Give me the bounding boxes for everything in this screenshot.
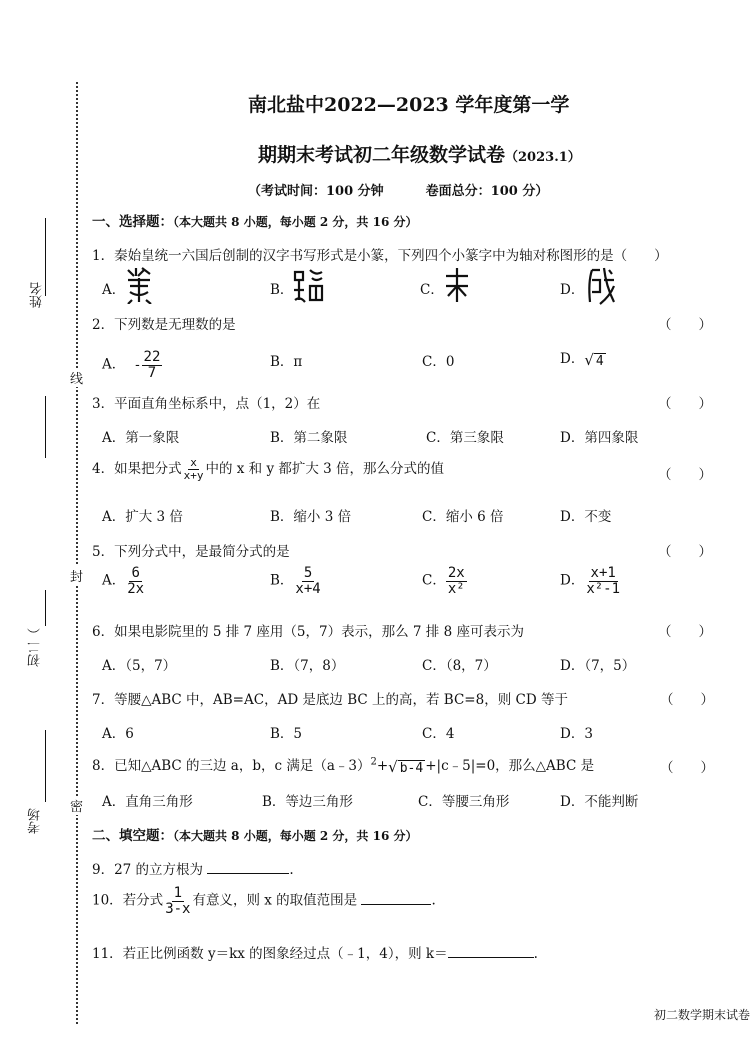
room-label: 考场 [28,808,43,834]
q6-option-d: D．（7，5） [560,658,636,674]
q5-option-a: A． $\frac{6}{2x}$ [102,565,145,597]
q8-option-c: C．等腰三角形 [418,794,510,810]
q3-answer-paren: （ ） [658,396,712,412]
q8-stem: 8．已知△ABC 的三边 a，b，c 满足（a﹣3）$^2$+√ b-4 +|c﹣5|=0，那么△ABC 是 [92,756,595,776]
seal-glyph-a-icon [124,266,154,304]
q2-option-c: C．0 [422,354,455,370]
q1-option-c: C． [420,282,444,298]
seal-glyph-c-icon [442,266,472,304]
q8-option-a: A．直角三角形 [102,794,193,810]
q4-option-a: A．扩大 3 倍 [102,509,183,525]
q5-option-c: C． $\frac{2x}{\text{x²}}$ [422,565,465,597]
class-label: 初二（ [28,628,43,667]
q7-option-b: B．5 [270,726,303,742]
q6-stem: 6．如果电影院里的 5 排 7 座用（5，7）表示，那么 7 排 8 座可表示为 [92,624,524,640]
seal-char-secret: 密 [70,796,83,815]
q3-option-a: A．第一象限 [102,430,180,446]
q1-option-d: D． [560,282,585,298]
q5-option-b: B． $\frac{5}{x+4}$ [270,565,321,597]
binding-line [76,82,78,1024]
q6-option-b: B．（7，8） [270,658,345,674]
q1-option-a: A． [102,282,126,298]
seal-glyph-d-icon [584,266,616,306]
exam-score: 卷面总分：100 分） [425,184,549,199]
q3-option-d: D．第四象限 [560,430,639,446]
room-blank [45,730,46,802]
q11-stem: 11．若正比例函数 y＝kx 的图象经过点（﹣1，4），则 k＝ . [92,942,538,962]
q4-answer-paren: （ ） [658,467,712,483]
q8-option-b: B．等边三角形 [262,794,353,810]
q2-option-a: A． - $\frac{22}{7}$ [102,349,161,381]
q10-stem: 10．若分式 $\frac{1}{3-x}$ 有意义，则 x 的取值范围是 . [92,885,436,917]
q11-answer-blank[interactable] [448,943,534,958]
q5-option-d: D． $\frac{x+1}{\text{x²-1}}$ [560,565,621,597]
q3-option-b: B．第二象限 [270,430,348,446]
q3-stem: 3．平面直角坐标系中，点（1，2）在 [92,396,321,412]
q7-option-a: A．6 [102,726,134,742]
q4-option-d: D．不变 [560,509,612,525]
name-blank [45,218,46,296]
q1-option-b: B． [270,282,294,298]
title-line-1: 南北盐中2022—2023 学年度第一学 [248,94,570,116]
seal-glyph-b-icon [292,266,324,304]
q4-stem: 4．如果把分式 $\frac{x}{x+y}$ 中的 x 和 y 都扩大 3 倍，那么分式的值 [92,456,445,482]
seal-char-line: 线 [70,368,83,387]
q8-answer-paren: （ ） [660,760,714,776]
q7-stem: 7．等腰△ABC 中，AB=AC，AD 是底边 BC 上的高，若 BC=8，则 CD 等于 [92,692,568,708]
q10-answer-blank[interactable] [361,890,431,905]
q5-answer-paren: （ ） [658,544,712,560]
q5-stem: 5．下列分式中，是最简分式的是 [92,544,290,560]
name-label: 姓名 [30,282,45,308]
q1-stem: 1．秦始皇统一六国后创制的汉字书写形式是小篆，下列四个小篆字中为轴对称图形的是（ ） [92,248,668,264]
q9-answer-blank[interactable] [207,859,289,874]
q7-option-c: C．4 [422,726,455,742]
exam-time: （考试时间：100 分钟 [248,184,384,199]
q2-option-d: D．√ 4 [560,350,604,369]
q6-option-c: C．（8，7） [422,658,497,674]
q8-option-d: D．不能判断 [560,794,639,810]
q3-option-c: C．第三象限 [426,430,504,446]
blank-line-2 [45,396,46,458]
section-2-heading: 二、填空题：（本大题共 8 小题，每小题 2 分，共 16 分） [92,828,418,844]
seal-char-seal: 封 [70,566,83,585]
q4-option-b: B．缩小 3 倍 [270,509,352,525]
q2-option-b: B．π [270,354,303,370]
q2-answer-paren: （ ） [658,317,712,333]
q6-answer-paren: （ ） [658,624,712,640]
q7-answer-paren: （ ） [660,692,714,708]
q9-stem: 9．27 的立方根为 . [92,858,294,878]
title-line-2: 期期末考试初二年级数学试卷（2023.1） [258,144,581,166]
q6-option-a: A．（5，7） [102,658,177,674]
footer-text: 初二数学期末试卷 [653,1008,750,1022]
q2-stem: 2．下列数是无理数的是 [92,317,236,333]
class-blank [45,590,46,626]
q7-option-d: D．3 [560,726,593,742]
exam-info [248,180,548,199]
title-date: （2023.1） [505,150,581,165]
q4-option-c: C．缩小 6 倍 [422,509,504,525]
section-1-heading: 一、选择题：（本大题共 8 小题，每小题 2 分，共 16 分） [92,214,418,230]
